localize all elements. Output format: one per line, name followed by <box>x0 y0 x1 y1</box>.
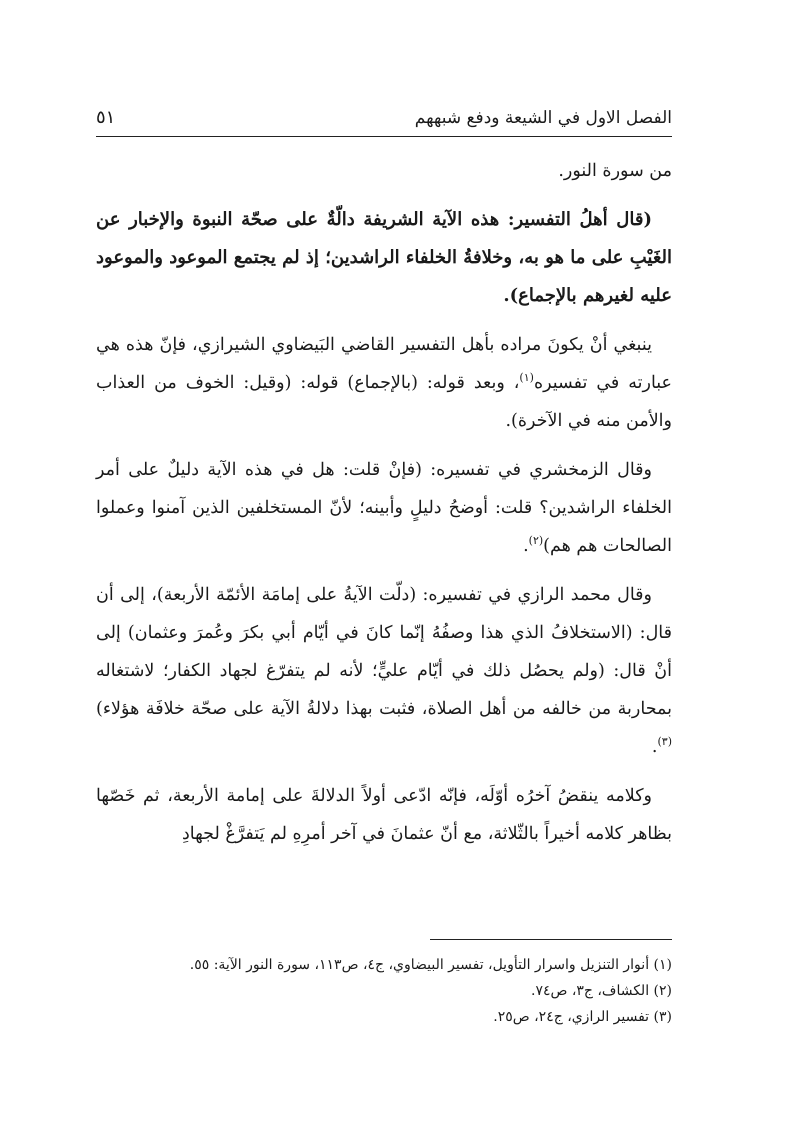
paragraph <box>96 326 672 440</box>
footnote: (١) أنوار التنزيل واسرار التأويل، تفسير البيضاوي، ج٤، ص١١٣، سورة النور الآية: ٥٥. <box>189 957 672 973</box>
quoted-paragraph: (قال أهلُ التفسير: هذه الآية الشريفة دالّةٌ على صحّة النبوة والإخبار عن الغَيْبِ على ما هو به، وخلافةُ الخلفاء الراشدين؛ إذ لم يجتمع الموعود والموعود عليه لغيرهم بالإجماع). <box>96 209 672 306</box>
page-number: ٥١ <box>96 107 116 128</box>
header-divider <box>96 136 672 137</box>
paragraph: وكلامه ينقضُ آخرُه أوّلَه، فإنّه ادّعى أولاً الدلالةَ على إمامة الأربعة، ثم خَصّها بظاهر كلامه أخيراً بالثّلاثة، مع أنّ عثمانَ في آخر أمرِهِ لم يَتفرَّغْ لجهادِ <box>96 786 672 844</box>
footnote: (٣) تفسير الرازي، ج٢٤، ص٢٥. <box>493 1009 672 1025</box>
footnote-mark[interactable]: (٢) <box>528 534 544 548</box>
paragraph-text: ينبغي أنْ يكونَ مراده بأهل التفسير القاضي البَيضاوي الشيرازي، فإنّ هذه هي عبارته في تفسيره <box>96 335 672 393</box>
paragraph <box>96 451 672 565</box>
paragraph-text: ، وبعد قوله: (بالإجماع) قوله: (وقيل: الخوف من العذاب والأمن منه في الآخرة). <box>96 373 672 431</box>
footnote: (٢) الكشاف، ج٣، ص٧٤. <box>530 983 672 999</box>
footnotes <box>96 952 672 1030</box>
paragraph-text: . <box>523 536 529 556</box>
footnote-mark[interactable]: (٣) <box>657 735 672 749</box>
paragraph: من سورة النور. <box>558 161 672 181</box>
running-header <box>96 104 672 134</box>
footnote-mark[interactable]: (١) <box>519 371 534 385</box>
paragraph-text: وقال الزمخشري في تفسيره: (فإنْ قلت: هل في هذه الآية دليلٌ على أمر الخلفاء الراشدين؟ قلت: أوضحُ دليلٍ وأبينه؛ لأنّ المستخلفين الذين آمنوا وعملوا الصالحات هم هم) <box>96 460 672 556</box>
main-text <box>96 152 672 864</box>
paragraph <box>96 576 672 766</box>
footnote-divider <box>430 939 672 940</box>
paragraph-text: وقال محمد الرازي في تفسيره: (دلّت الآيةُ على إمامَة الأئمّة الأربعة)، إلى أن قال: (الاستخلافُ الذي هذا وصفُهُ إنّما كانَ في أيّام أبي بكرَ وعُمرَ وعثمان) إلى أنْ قال: (ولم يحصُل ذلك في أيّام عليٍّ؛ لأنه لم يتفرّغ لجهاد الكفار؛ لاشتغاله بمحاربة من خالفه من أهل الصلاة، فثبت بهذا دلالةُ الآية على صحّة خلافَة هؤلاء) <box>96 585 672 719</box>
paragraph-text: . <box>651 737 658 757</box>
chapter-title: الفصل الاول في الشيعة ودفع شبههم <box>414 108 672 128</box>
